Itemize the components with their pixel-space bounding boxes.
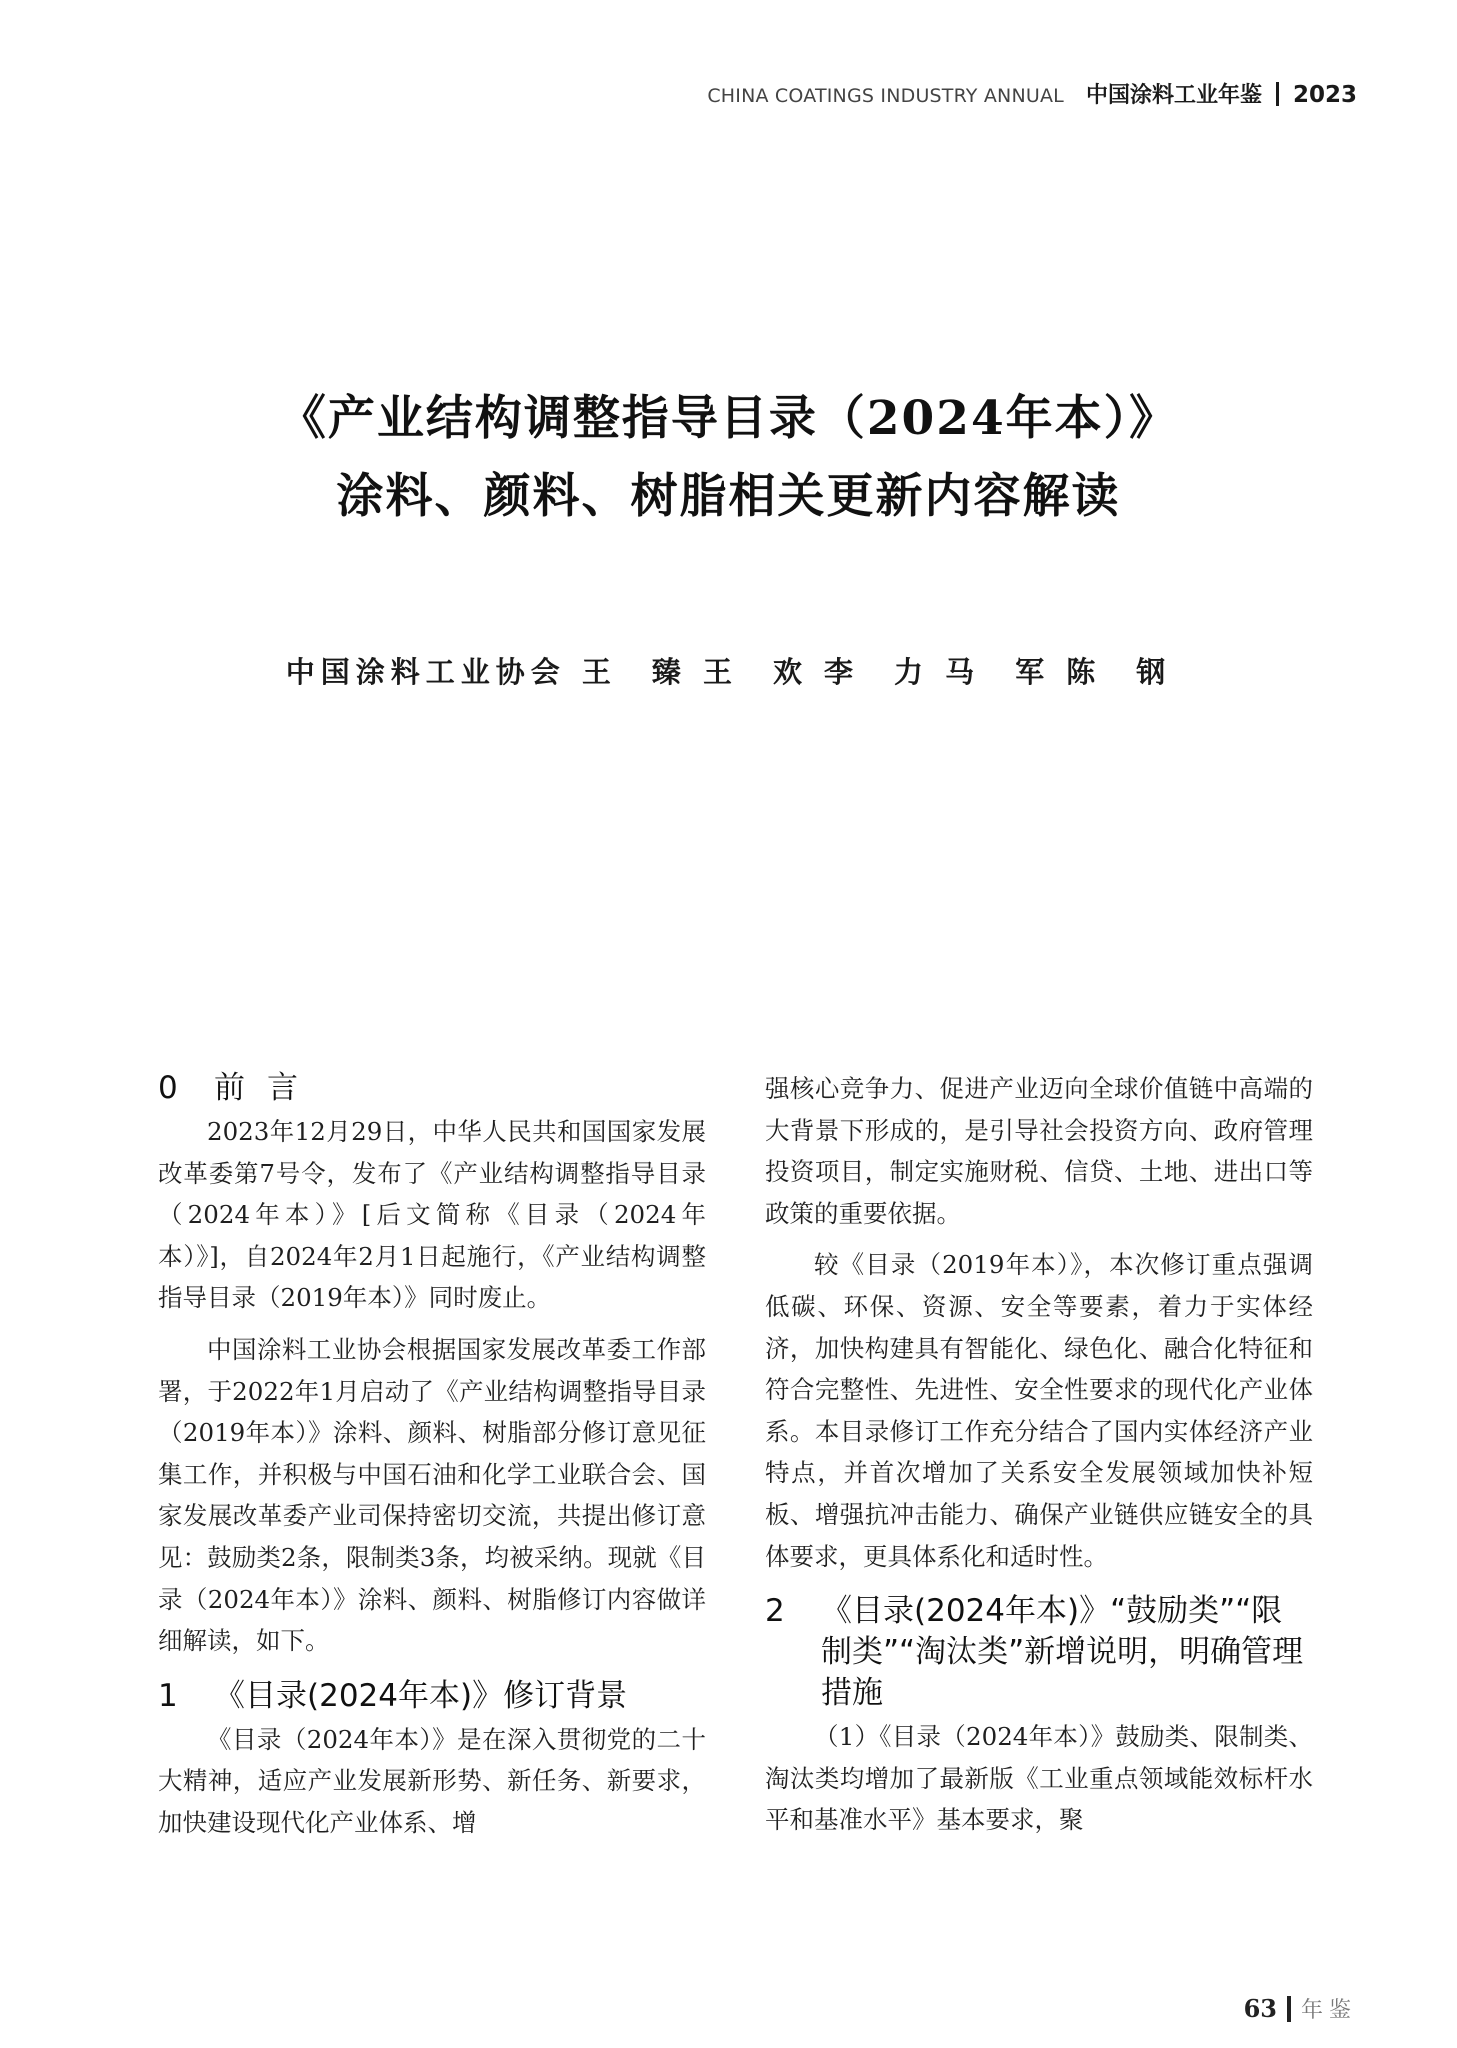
paragraph: 《目录（2024年本）》是在深入贯彻党的二十大精神，适应产业发展新形势、新任务、新要求，加快建设现代化产业体系、增 bbox=[158, 1724, 706, 1837]
title-line-2: 涂料、颜料、树脂相关更新内容解读 bbox=[336, 469, 1121, 524]
header-divider bbox=[1276, 82, 1279, 106]
author-byline: 中国涂料工业协会 王 臻 王 欢 李 力 马 军 陈 钢 bbox=[285, 655, 1172, 689]
section-title: 《目录(2024年本)》修订背景 bbox=[214, 1677, 628, 1714]
section-heading-background bbox=[158, 1676, 706, 1717]
section-heading-new-items bbox=[765, 1591, 1313, 1714]
paragraph-continued: 强核心竞争力、促进产业迈向全球价值链中高端的大背景下形成的，是引导社会投资方向、政府管理投资项目，制定实施财税、信贷、土地、进出口等政策的重要依据。 bbox=[765, 1074, 1313, 1228]
section-number: 1 bbox=[158, 1677, 178, 1714]
paragraph: 较《目录（2019年本）》，本次修订重点强调低碳、环保、资源、安全等要素，着力于实体经济，加快构建具有智能化、绿色化、融合化特征和符合完整性、先进性、安全性要求的现代化产业体系。本目录修订工作充分结合了国内实体经济产业特点，并首次增加了关系安全发展领域加快补短板、增强抗冲击能力、确保产业链供应链安全的具体要求，更具体系化和适时性。 bbox=[765, 1250, 1313, 1571]
paragraph: 中国涂料工业协会根据国家发展改革委工作部署，于2022年1月启动了《产业结构调整指导目录（2019年本）》涂料、颜料、树脂部分修订意见征集工作，并积极与中国石油和化学工业联合会、国家发展改革委产业司保持密切交流，共提出修订意见：鼓励类2条，限制类3条，均被采纳。现就《目录（2024年本）》涂料、颜料、树脂修订内容做详细解读，如下。 bbox=[158, 1334, 706, 1656]
header-year: 2023 bbox=[1292, 82, 1357, 108]
left-column bbox=[158, 1068, 706, 1854]
page-footer bbox=[1244, 1993, 1357, 2024]
header-chinese-title: 中国涂料工业年鉴 bbox=[1085, 83, 1262, 108]
footer-divider bbox=[1287, 1996, 1291, 2022]
section-number: 2 bbox=[765, 1593, 785, 1630]
header-english-title: CHINA COATINGS INDUSTRY ANNUAL bbox=[707, 85, 1064, 107]
page-number: 63 bbox=[1243, 1994, 1277, 2023]
running-header bbox=[707, 78, 1357, 109]
section-title: 《目录(2024年本)》“鼓励类”“限制类”“淘汰类”新增说明，明确管理措施 bbox=[821, 1593, 1304, 1712]
right-column bbox=[765, 1068, 1313, 1851]
footer-label: 年鉴 bbox=[1300, 1998, 1357, 2023]
title-line-1: 《产业结构调整指导目录（2024年本）》 bbox=[278, 391, 1179, 446]
section-number: 0 bbox=[158, 1070, 178, 1106]
paragraph: （1）《目录（2024年本）》鼓励类、限制类、淘汰类均增加了最新版《工业重点领域能效标杆水平和基准水平》基本要求，聚 bbox=[765, 1722, 1313, 1835]
article-title bbox=[0, 380, 1457, 536]
section-title: 前言 bbox=[214, 1070, 320, 1106]
paragraph: 2023年12月29日，中华人民共和国国家发展改革委第7号令，发布了《产业结构调整指导目录（2024年本）》[后文简称《目录（2024年本）》]，自2024年2月1日起施行，《产业结构调整指导目录（2019年本）》同时废止。 bbox=[158, 1117, 706, 1313]
section-heading-preface bbox=[158, 1068, 706, 1109]
